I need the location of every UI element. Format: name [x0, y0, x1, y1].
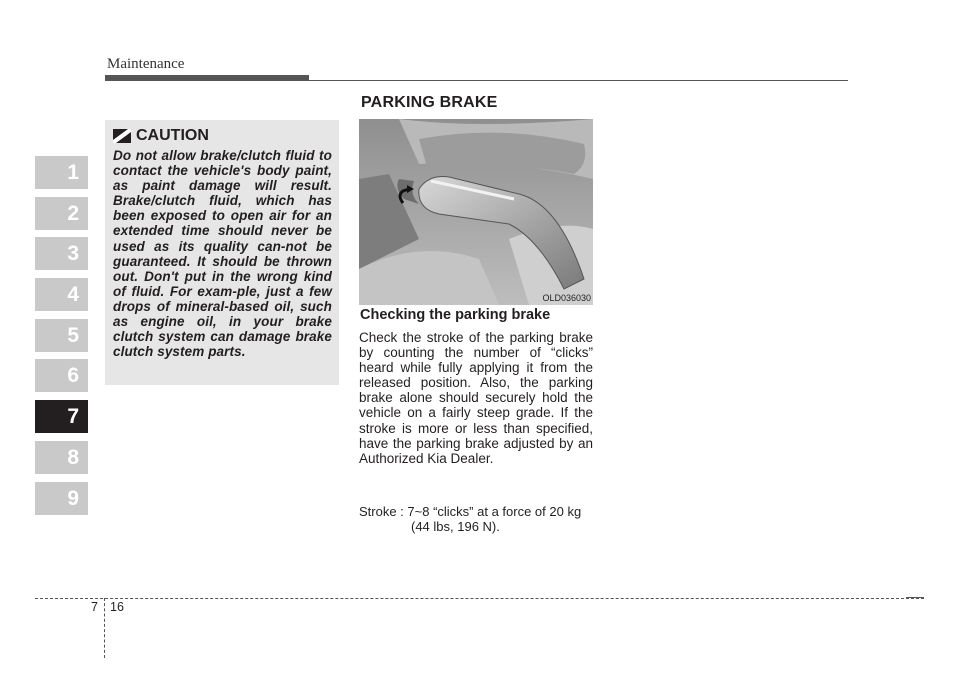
- stroke-spec-line2: (44 lbs, 196 N).: [411, 519, 500, 534]
- body-paragraph: Check the stroke of the parking brake by counting the number of “clicks” heard while fully applying it from the released position. Also, the parking brake alone should securely hold the vehicle on a fairly steep grade. If the stroke is more or less than specified, have the parking brake adjusted by an Authorized Kia Dealer.: [359, 330, 593, 466]
- footer-rule: [35, 598, 924, 599]
- chapter-tab-2[interactable]: 2: [35, 197, 88, 230]
- footer-rule-end: [906, 597, 924, 598]
- chapter-tab-7[interactable]: 7: [35, 400, 88, 433]
- page-chapter-number: 7: [91, 600, 98, 614]
- chapter-tab-8[interactable]: 8: [35, 441, 88, 474]
- parking-brake-illustration: [359, 119, 593, 305]
- caution-text: Do not allow brake/clutch fluid to contact the vehicle's body paint, as paint damage will result. Brake/clutch fluid, which has been exposed to open air for an extended time should never be used as its quality can-not be guaranteed. It should be thrown out. Don't put in the wrong kind of fluid. For exam-ple, just a few drops of mineral-based oil, such as engine oil, in your brake clutch system can damage brake clutch system parts.: [113, 148, 332, 360]
- stroke-spec-line1: Stroke : 7~8 “clicks” at a force of 20 kg: [359, 504, 582, 519]
- caution-label: CAUTION: [136, 127, 209, 144]
- running-header: Maintenance: [107, 56, 185, 72]
- section-title: PARKING BRAKE: [361, 94, 498, 111]
- page-number: 16: [110, 600, 124, 614]
- chapter-tab-4[interactable]: 4: [35, 278, 88, 311]
- figure-code: OLD036030: [542, 293, 591, 303]
- subsection-title: Checking the parking brake: [360, 307, 551, 323]
- chapter-tab-5[interactable]: 5: [35, 319, 88, 352]
- chapter-tab-3[interactable]: 3: [35, 237, 88, 270]
- chapter-tab-9[interactable]: 9: [35, 482, 88, 515]
- chapter-tab-6[interactable]: 6: [35, 359, 88, 392]
- header-rule-thin: [309, 80, 848, 81]
- chapter-tab-1[interactable]: 1: [35, 156, 88, 189]
- parking-brake-figure: [359, 119, 593, 305]
- caution-slash-icon: [113, 129, 131, 143]
- caution-box: [105, 120, 339, 385]
- caution-heading: [113, 125, 332, 147]
- header-rule-thick: [105, 75, 309, 81]
- footer-divider: [104, 598, 105, 658]
